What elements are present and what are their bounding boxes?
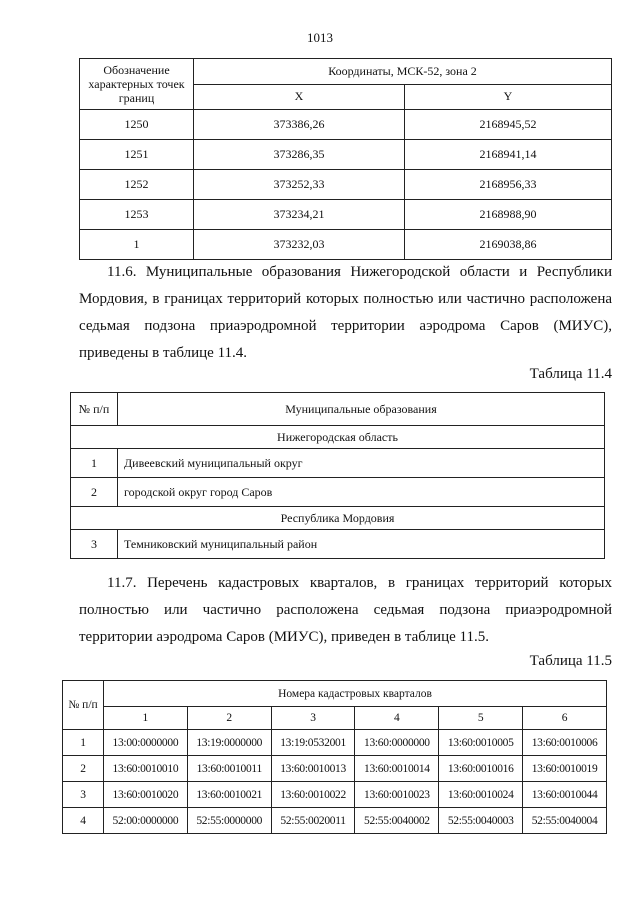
cadastral-cell: 13:60:0010021 [187,782,271,808]
table-row [71,530,605,559]
region-header: Нижегородская область [71,426,605,449]
point-cell: 1250 [80,110,194,140]
header-cadastral: Номера кадастровых кварталов [104,681,607,707]
cadastral-cell: 13:60:0010005 [439,730,523,756]
page-number: 1013 [307,30,333,45]
y-cell: 2168956,33 [405,170,612,200]
municipalities-table [70,392,605,559]
cadastral-cell: 13:60:0010022 [271,782,355,808]
point-cell: 1 [80,230,194,260]
cadastral-cell: 13:60:0000000 [355,730,439,756]
cadastral-cell: 13:60:0010014 [355,756,439,782]
y-cell: 2168941,14 [405,140,612,170]
num-cell: 3 [71,530,118,559]
paragraph-11-7 [79,570,612,651]
header-y: Y [405,84,612,110]
num-cell: 3 [63,782,104,808]
cadastral-cell: 13:60:0010023 [355,782,439,808]
table-row [80,200,612,230]
table-row [71,478,605,507]
column-number: 1 [104,707,188,730]
header-num: № п/п [63,681,104,730]
y-cell: 2169038,86 [405,230,612,260]
column-number: 6 [523,707,607,730]
x-cell: 373232,03 [194,230,405,260]
cadastral-cell: 52:55:0040002 [355,808,439,834]
table-row [80,230,612,260]
cadastral-cell: 52:55:0040003 [439,808,523,834]
municipality-cell: Темниковский муниципальный район [118,530,605,559]
cadastral-cell: 52:55:0000000 [187,808,271,834]
header-municipalities: Муниципальные образования [118,393,605,426]
num-cell: 4 [63,808,104,834]
table-row [80,140,612,170]
header-num: № п/п [71,393,118,426]
cadastral-cell: 13:60:0010024 [439,782,523,808]
num-cell: 1 [63,730,104,756]
x-cell: 373234,21 [194,200,405,230]
header-x: X [194,84,405,110]
cadastral-cell: 13:60:0010010 [104,756,188,782]
table-row [80,110,612,140]
point-cell: 1253 [80,200,194,230]
table-11-5-caption: Таблица 11.5 [529,653,612,669]
point-cell: 1252 [80,170,194,200]
cadastral-cell: 52:00:0000000 [104,808,188,834]
table-row [63,782,607,808]
cadastral-cell: 13:60:0010006 [523,730,607,756]
cadastral-cell: 52:55:0040004 [523,808,607,834]
x-cell: 373386,26 [194,110,405,140]
num-cell: 1 [71,449,118,478]
cadastral-cell: 13:60:0010020 [104,782,188,808]
table-row [63,808,607,834]
cadastral-cell: 52:55:0020011 [271,808,355,834]
point-cell: 1251 [80,140,194,170]
y-cell: 2168945,52 [405,110,612,140]
column-number: 3 [271,707,355,730]
table-row [71,449,605,478]
cadastral-table [62,680,607,834]
y-cell: 2168988,90 [405,200,612,230]
column-number: 4 [355,707,439,730]
x-cell: 373286,35 [194,140,405,170]
municipality-cell: Дивеевский муниципальный округ [118,449,605,478]
num-cell: 2 [71,478,118,507]
table-row [80,170,612,200]
column-number: 2 [187,707,271,730]
coordinates-table [79,58,612,260]
header-designation: Обозначение характерных точек границ [80,59,194,110]
cadastral-cell: 13:19:0532001 [271,730,355,756]
header-coordinates: Координаты, МСК-52, зона 2 [194,59,612,85]
paragraph-11-6 [79,259,612,367]
column-number: 5 [439,707,523,730]
table-row [63,730,607,756]
table-row [63,756,607,782]
cadastral-cell: 13:60:0010019 [523,756,607,782]
cadastral-cell: 13:60:0010011 [187,756,271,782]
municipality-cell: городской округ город Саров [118,478,605,507]
paragraph-text: 11.6. Муниципальные образования Нижегородской области и Республики Мордовия, в границах территорий которых полностью или частично расположена седьмая подзона приаэродромной территории аэродрома Саров (МИУС), приведены в таблице 11.4. [79,264,612,361]
region-header: Республика Мордовия [71,507,605,530]
cadastral-cell: 13:60:0010013 [271,756,355,782]
cadastral-cell: 13:60:0010016 [439,756,523,782]
cadastral-cell: 13:19:0000000 [187,730,271,756]
num-cell: 2 [63,756,104,782]
table-11-4-caption: Таблица 11.4 [529,366,612,382]
paragraph-text: 11.7. Перечень кадастровых кварталов, в границах территорий которых полностью или частично расположена седьмая подзона приаэродромной территории аэродрома Саров (МИУС), приведен в таблице 11.5. [79,575,612,645]
x-cell: 373252,33 [194,170,405,200]
cadastral-cell: 13:00:0000000 [104,730,188,756]
cadastral-cell: 13:60:0010044 [523,782,607,808]
